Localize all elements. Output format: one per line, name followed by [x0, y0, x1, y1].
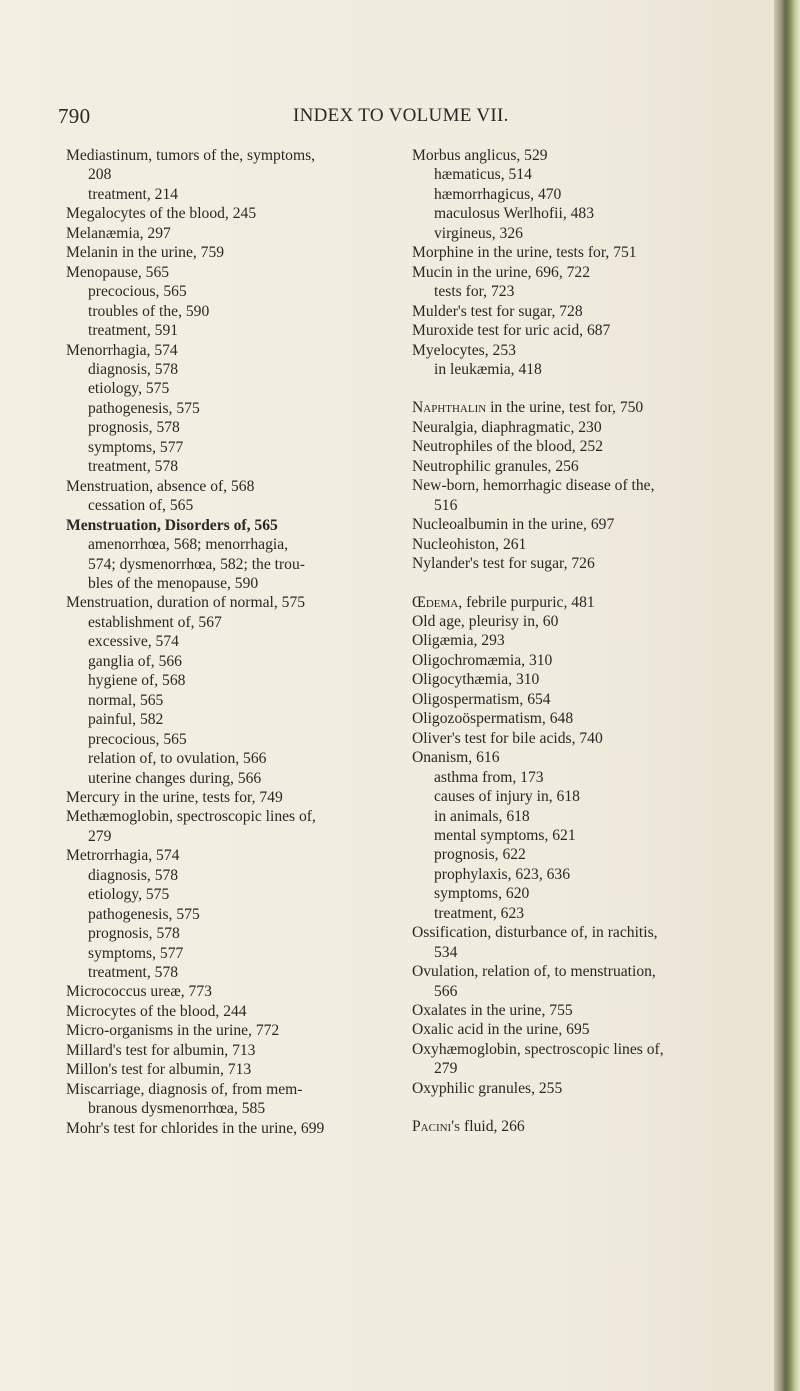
book-spine-edge: [774, 0, 800, 1391]
index-entry: Melanin in the urine, 759: [66, 244, 225, 262]
index-subentry: maculosus Werlhofii, 483: [434, 205, 595, 223]
index-entry: Megalocytes of the blood, 245: [66, 205, 257, 223]
index-subentry: diagnosis, 578: [88, 360, 179, 378]
index-column-right: [412, 146, 742, 1137]
index-subentry: diagnosis, 578: [88, 866, 179, 884]
index-subentry: asthma from, 173: [434, 768, 544, 786]
index-subentry: treatment, 591: [88, 322, 179, 340]
index-subentry: excessive, 574: [88, 633, 179, 651]
index-column-left: [66, 146, 406, 1138]
entry-rest: , febrile purpuric, 481: [458, 593, 595, 611]
index-entry: Mohr's test for chlorides in the urine, 699: [66, 1119, 325, 1137]
index-entry: Mulder's test for sugar, 728: [412, 302, 583, 320]
index-continuation: 208: [88, 166, 112, 184]
index-subentry: amenorrhœa, 568; menorrhagia,: [88, 536, 289, 554]
index-subentry: treatment, 578: [88, 458, 179, 476]
index-entry: Oliver's test for bile acids, 740: [412, 729, 603, 747]
index-letter-first-entry: [412, 398, 742, 417]
index-subentry: establishment of, 567: [88, 613, 222, 631]
index-entry: Oligæmia, 293: [412, 632, 505, 650]
index-subentry: symptoms, 577: [88, 944, 184, 962]
index-subentry: ganglia of, 566: [88, 652, 182, 670]
index-entry: Microcytes of the blood, 244: [66, 1002, 247, 1020]
index-entry: Mucin in the urine, 696, 722: [412, 263, 591, 281]
index-continuation: branous dysmenorrhœa, 585: [88, 1100, 266, 1118]
index-subentry: uterine changes during, 566: [88, 769, 262, 787]
index-subentry: prognosis, 622: [434, 846, 526, 864]
index-entry: Miscarriage, diagnosis of, from mem-: [66, 1080, 303, 1098]
index-entry: Melanæmia, 297: [66, 224, 171, 242]
index-entry: Nylander's test for sugar, 726: [412, 555, 595, 573]
section-gap: [412, 574, 742, 593]
index-entry: Methæmoglobin, spectroscopic lines of,: [66, 808, 316, 826]
index-continuation: 279: [88, 827, 112, 845]
index-entry: Micro-organisms in the urine, 772: [66, 1022, 280, 1040]
index-entry: Ovulation, relation of, to menstruation,: [412, 963, 656, 981]
index-subentry: relation of, to ovulation, 566: [88, 750, 267, 768]
index-entry: Neutrophiles of the blood, 252: [412, 438, 603, 456]
index-entry: Oxyphilic granules, 255: [412, 1079, 563, 1097]
index-subentry: virgineus, 326: [434, 224, 523, 242]
index-entry: Menstruation, absence of, 568: [66, 477, 255, 495]
index-entry: Neutrophilic granules, 256: [412, 457, 579, 475]
index-subentry: cessation of, 565: [88, 497, 194, 515]
index-entry: Oligochromæmia, 310: [412, 651, 553, 669]
index-entry: Muroxide test for uric acid, 687: [412, 322, 611, 340]
index-subentry: hæmaticus, 514: [434, 166, 532, 184]
index-subentry: etiology, 575: [88, 380, 170, 398]
index-entry: Oligozoöspermatism, 648: [412, 710, 574, 728]
index-entry: Nucleoalbumin in the urine, 697: [412, 516, 615, 534]
index-entry: Oxalates in the urine, 755: [412, 1002, 573, 1020]
index-entry: Oligospermatism, 654: [412, 690, 551, 708]
index-subentry: prognosis, 578: [88, 419, 180, 437]
index-entry: Oligocythæmia, 310: [412, 671, 540, 689]
page-header: [58, 104, 728, 128]
index-letter-first-entry: [412, 593, 742, 612]
index-subentry: precocious, 565: [88, 730, 187, 748]
index-entry: Onanism, 616: [412, 749, 500, 767]
index-subentry: causes of injury in, 618: [434, 788, 580, 806]
section-gap: [412, 379, 742, 398]
index-entry: Neuralgia, diaphragmatic, 230: [412, 418, 602, 436]
entry-term: Naphthalin: [412, 399, 487, 417]
entry-rest: in the urine, test for, 750: [486, 399, 644, 417]
index-subentry: pathogenesis, 575: [88, 399, 200, 417]
index-entry: Morphine in the urine, tests for, 751: [412, 244, 637, 262]
index-subentry: hygiene of, 568: [88, 672, 186, 690]
index-subentry: treatment, 623: [434, 904, 525, 922]
index-entry: Micrococcus ureæ, 773: [66, 983, 212, 1001]
index-entry: Millard's test for albumin, 713: [66, 1041, 256, 1059]
index-continuation: 534: [434, 943, 458, 961]
index-subentry: pathogenesis, 575: [88, 905, 200, 923]
index-subentry: bles of the menopause, 590: [88, 574, 259, 592]
index-entry: New-born, hemorrhagic disease of the,: [412, 477, 655, 495]
index-entry: Nucleohiston, 261: [412, 535, 527, 553]
entry-term: Œdema: [412, 593, 459, 611]
index-subentry: 574; dysmenorrhœa, 582; the trou-: [88, 555, 305, 573]
index-subentry: prophylaxis, 623, 636: [434, 865, 571, 883]
index-entry: Ossification, disturbance of, in rachitis,: [412, 924, 658, 942]
index-entry: Oxyhæmoglobin, spectroscopic lines of,: [412, 1040, 664, 1058]
index-entry: Mercury in the urine, tests for, 749: [66, 788, 283, 806]
section-gap: [412, 1098, 742, 1117]
index-subentry: precocious, 565: [88, 283, 187, 301]
index-subentry: troubles of the, 590: [88, 302, 210, 320]
entry-rest: fluid, 266: [460, 1118, 525, 1136]
entry-term: Pacini's: [412, 1118, 461, 1136]
index-continuation: 566: [434, 982, 458, 1000]
index-subentry: prognosis, 578: [88, 925, 180, 943]
index-continuation: 516: [434, 496, 458, 514]
index-subentry: painful, 582: [88, 711, 164, 729]
index-subentry: symptoms, 620: [434, 885, 530, 903]
index-entry: Myelocytes, 253: [412, 341, 516, 359]
index-entry: Menorrhagia, 574: [66, 341, 178, 359]
index-subentry: symptoms, 577: [88, 438, 184, 456]
index-subentry: hæmorrhagicus, 470: [434, 185, 562, 203]
index-subentry: treatment, 214: [88, 185, 179, 203]
index-subentry: mental symptoms, 621: [434, 826, 576, 844]
index-continuation: 279: [434, 1060, 458, 1078]
index-subentry: in leukæmia, 418: [434, 360, 542, 378]
index-entry: Metrorrhagia, 574: [66, 847, 180, 865]
index-entry: Menstruation, duration of normal, 575: [66, 594, 306, 612]
page-number: 790: [58, 104, 91, 128]
running-title: INDEX TO VOLUME VII.: [293, 105, 509, 126]
index-entry: Oxalic acid in the urine, 695: [412, 1021, 590, 1039]
index-subentry: tests for, 723: [434, 283, 515, 301]
index-subentry: etiology, 575: [88, 886, 170, 904]
index-entry: Millon's test for albumin, 713: [66, 1061, 252, 1079]
index-subentry: in animals, 618: [434, 807, 530, 825]
index-heading-entry: Menstruation, Disorders of, 565: [66, 516, 278, 534]
index-subentry: treatment, 578: [88, 964, 179, 982]
index-entry: Menopause, 565: [66, 263, 170, 281]
index-letter-first-entry: [412, 1117, 742, 1136]
index-entry: Mediastinum, tumors of the, symptoms,: [66, 147, 316, 164]
index-entry: Old age, pleurisy in, 60: [412, 612, 559, 630]
index-subentry: normal, 565: [88, 691, 164, 709]
index-entry: Morbus anglicus, 529: [412, 147, 548, 164]
